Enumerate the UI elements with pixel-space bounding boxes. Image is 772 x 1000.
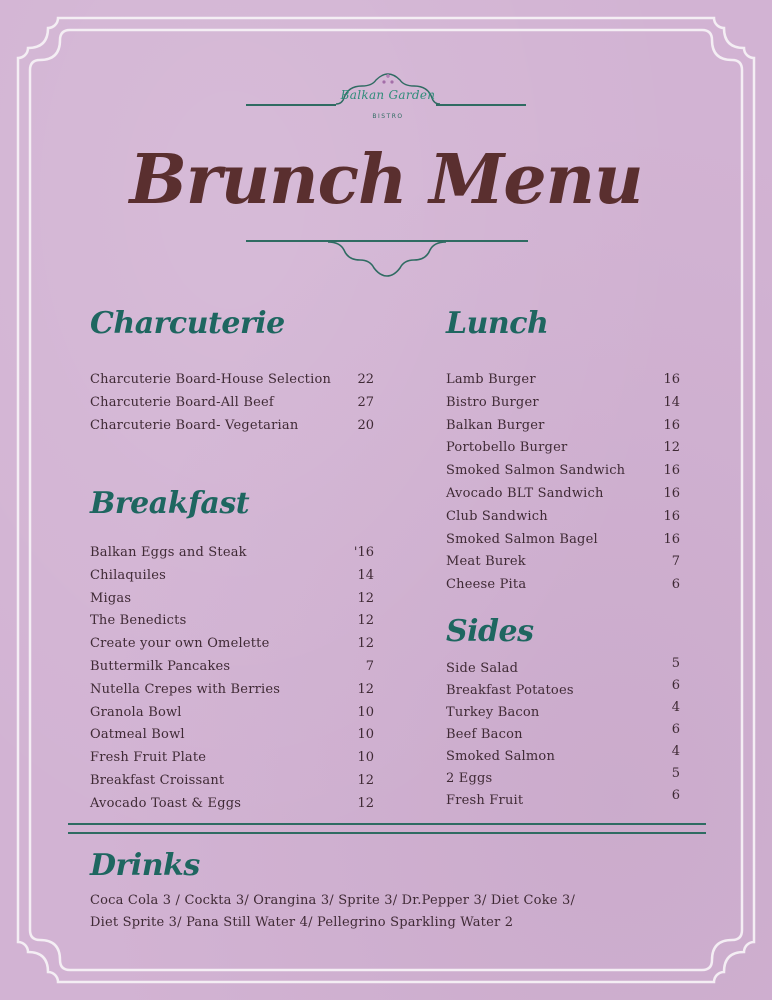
menu-item <box>446 766 680 788</box>
item-name: Side Salad <box>446 661 519 676</box>
item-price: 5 <box>671 656 680 671</box>
item-price: 12 <box>357 795 374 811</box>
menu-item <box>90 636 374 659</box>
item-price: 16 <box>663 531 680 547</box>
item-price: '16 <box>353 545 374 560</box>
menu-item <box>446 532 680 555</box>
menu-item <box>446 722 680 744</box>
menu-item <box>446 788 680 810</box>
menu-item <box>446 509 680 532</box>
item-price: 6 <box>671 577 680 593</box>
menu-item <box>446 486 680 509</box>
item-price: 12 <box>357 681 374 697</box>
item-name: Portobello Burger <box>446 440 568 456</box>
item-price: 12 <box>357 636 374 652</box>
menu-item <box>90 591 374 614</box>
menu-item <box>90 545 374 568</box>
lunch-title: Lunch <box>446 306 549 341</box>
item-name: Avocado BLT Sandwich <box>446 485 604 501</box>
item-name: Charcuterie Board-House Selection <box>90 372 332 387</box>
item-name: Turkey Bacon <box>446 705 540 720</box>
menu-item <box>446 395 680 418</box>
item-price: 10 <box>357 727 374 743</box>
item-name: Beef Bacon <box>446 727 523 742</box>
item-name: Balkan Eggs and Steak <box>90 545 247 560</box>
item-price: 16 <box>663 485 680 501</box>
item-name: Migas <box>90 590 132 606</box>
menu-item <box>446 372 680 395</box>
item-price: 6 <box>671 678 680 693</box>
menu-item <box>90 705 374 728</box>
breakfast-title: Breakfast <box>90 486 250 521</box>
menu-item <box>446 656 680 678</box>
item-price: 12 <box>357 772 374 788</box>
item-name: Charcuterie Board- Vegetarian <box>90 417 299 433</box>
menu-item <box>90 568 374 591</box>
logo-sub: BISTRO <box>372 113 404 120</box>
item-name: The Benedicts <box>90 613 187 629</box>
item-price: 16 <box>663 508 680 524</box>
menu-item <box>446 700 680 722</box>
item-name: Balkan Burger <box>446 417 545 433</box>
logo-left-line <box>246 104 336 106</box>
item-name: Cheese Pita <box>446 577 527 593</box>
menu-item <box>90 796 374 819</box>
item-price: 10 <box>357 704 374 720</box>
item-price: 16 <box>663 417 680 433</box>
item-name: Buttermilk Pancakes <box>90 658 231 674</box>
section-divider-top <box>68 823 706 825</box>
menu-item <box>90 659 374 682</box>
item-price: 16 <box>663 372 680 387</box>
logo-name: Balkan Garden <box>340 88 436 102</box>
item-name: Smoked Salmon Sandwich <box>446 463 626 479</box>
item-price: 10 <box>357 750 374 766</box>
item-price: 14 <box>357 567 374 583</box>
menu-item <box>90 682 374 705</box>
item-name: Smoked Salmon <box>446 749 556 764</box>
item-name: Chilaquiles <box>90 567 166 583</box>
item-price: 27 <box>357 394 374 410</box>
item-price: 16 <box>663 463 680 479</box>
item-name: 2 Eggs <box>446 771 493 786</box>
item-name: Bistro Burger <box>446 394 539 410</box>
item-price: 12 <box>663 440 680 456</box>
item-name: Fresh Fruit Plate <box>90 750 207 766</box>
menu-item <box>90 395 374 418</box>
item-price: 7 <box>365 658 374 674</box>
item-name: Meat Burek <box>446 554 526 570</box>
logo-right-line <box>436 104 526 106</box>
menu-item <box>90 613 374 636</box>
menu-item <box>90 727 374 750</box>
item-price: 12 <box>357 613 374 629</box>
item-price: 7 <box>671 554 680 570</box>
item-name: Avocado Toast & Eggs <box>90 795 242 811</box>
item-price: 20 <box>357 417 374 433</box>
menu-item <box>446 418 680 441</box>
item-price: 6 <box>671 722 680 737</box>
item-name: Breakfast Croissant <box>90 772 225 788</box>
sides-list <box>446 656 680 810</box>
item-name: Granola Bowl <box>90 704 182 720</box>
charcuterie-title: Charcuterie <box>90 306 285 341</box>
item-price: 6 <box>671 788 680 803</box>
title-ornament-icon <box>326 240 448 278</box>
menu-item <box>446 744 680 766</box>
lunch-list <box>446 372 680 600</box>
page-title: Brunch Menu <box>129 140 643 220</box>
menu-item <box>90 773 374 796</box>
section-divider-bottom <box>68 832 706 834</box>
menu-item <box>90 418 374 441</box>
item-name: Lamb Burger <box>446 372 536 387</box>
item-name: Club Sandwich <box>446 508 548 524</box>
charcuterie-list <box>90 372 374 440</box>
menu-item <box>446 463 680 486</box>
menu-item <box>446 554 680 577</box>
menu-item <box>446 440 680 463</box>
menu-item <box>446 577 680 600</box>
item-price: 4 <box>671 744 680 759</box>
item-name: Nutella Crepes with Berries <box>90 681 281 697</box>
menu-item <box>90 372 374 395</box>
drinks-line-1: Coca Cola 3 / Cockta 3/ Orangina 3/ Sprite 3/ Dr.Pepper 3/ Diet Coke 3/ <box>90 893 576 908</box>
drinks-title: Drinks <box>90 848 200 883</box>
item-price: 5 <box>671 766 680 781</box>
breakfast-list <box>90 545 374 819</box>
item-price: 22 <box>357 372 374 387</box>
drinks-line-2: Diet Sprite 3/ Pana Still Water 4/ Pellegrino Sparkling Water 2 <box>90 915 514 930</box>
menu-item <box>446 678 680 700</box>
item-name: Smoked Salmon Bagel <box>446 531 598 547</box>
item-name: Breakfast Potatoes <box>446 683 574 698</box>
item-name: Fresh Fruit <box>446 793 524 808</box>
item-price: 14 <box>663 394 680 410</box>
item-price: 4 <box>671 700 680 715</box>
item-price: 12 <box>357 590 374 606</box>
sides-title: Sides <box>446 614 534 649</box>
item-name: Create your own Omelette <box>90 636 270 652</box>
item-name: Oatmeal Bowl <box>90 727 185 743</box>
item-name: Charcuterie Board-All Beef <box>90 394 274 410</box>
menu-item <box>90 750 374 773</box>
